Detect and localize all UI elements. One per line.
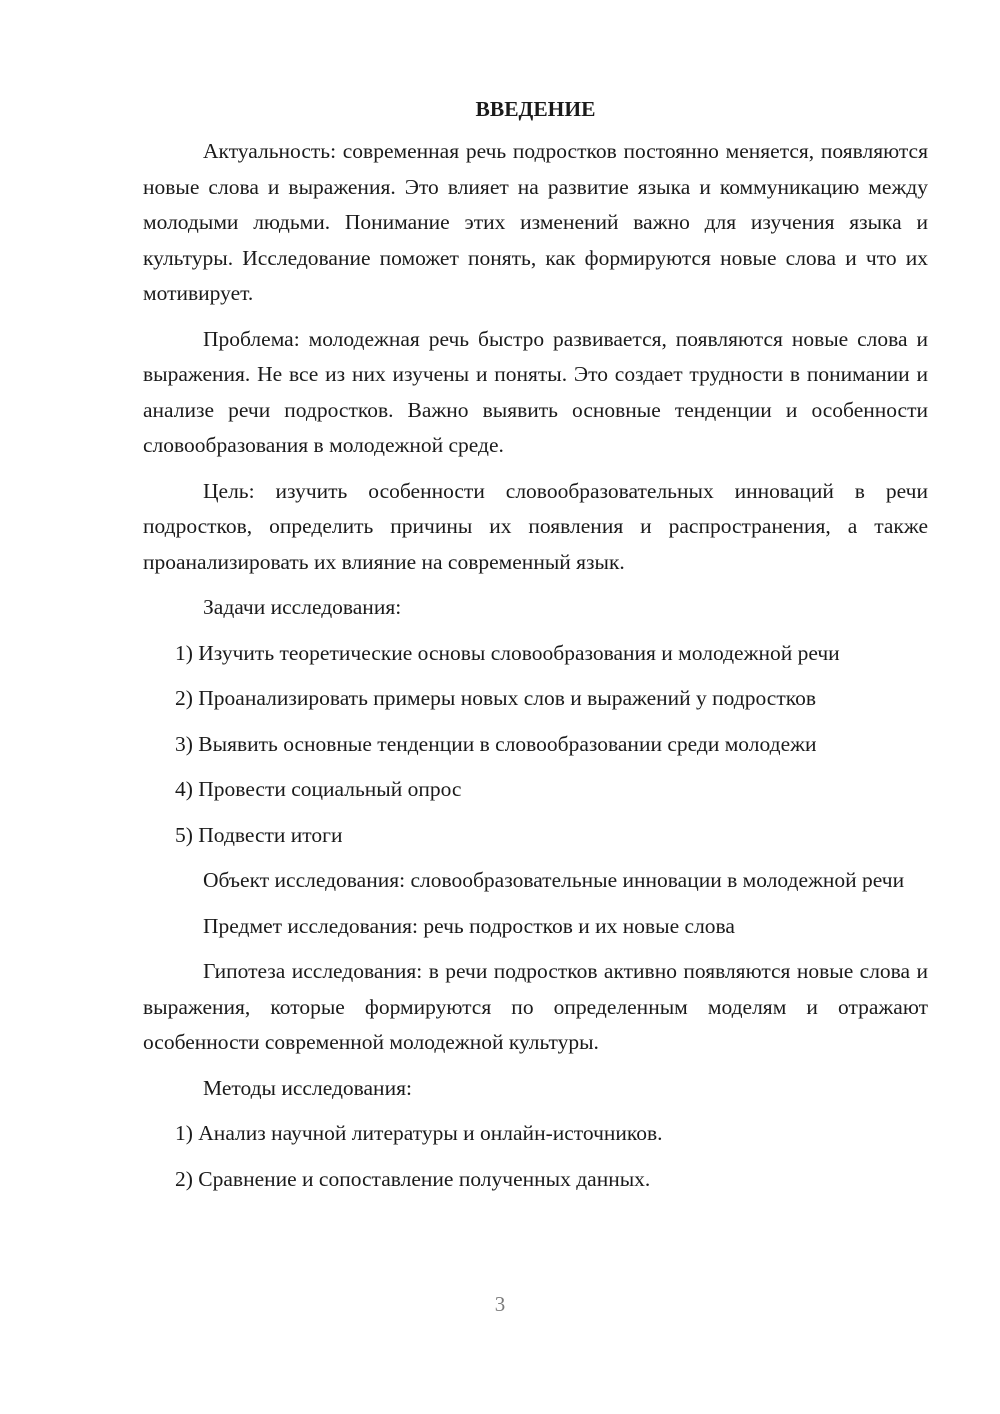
problem-paragraph: Проблема: молодежная речь быстро развивается, появляются новые слова и выражения. Не все из них изучены и поняты. Это создает трудности в понимании и анализе речи подростков. Важно выявить основные тенденции и особенности словообразования в молодежной среде. — [143, 326, 928, 457]
subject-paragraph: Предмет исследования: речь подростков и их новые слова — [203, 913, 735, 938]
goal-paragraph: Цель: изучить особенности словообразовательных инноваций в речи подростков, определить причины их появления и распространения, а также проанализировать их влияние на современный язык. — [143, 478, 928, 574]
document-page — [143, 92, 928, 1207]
method-item: 2) Сравнение и сопоставление полученных данных. — [175, 1166, 651, 1191]
hypothesis-paragraph: Гипотеза исследования: в речи подростков активно появляются новые слова и выражения, которые формируются по определенным моделям и отражают особенности современной молодежной культуры. — [143, 959, 928, 1054]
methods-heading: Методы исследования: — [203, 1075, 412, 1100]
task-item: 2) Проанализировать примеры новых слов и выражений у подростков — [175, 686, 816, 710]
task-item: 5) Подвести итоги — [175, 822, 343, 847]
task-item: 3) Выявить основные тенденции в словообразовании среди молодежи — [175, 731, 817, 756]
page-number: 3 — [494, 1292, 506, 1316]
object-paragraph: Объект исследования: словообразовательные инновации в молодежной речи — [203, 868, 905, 892]
method-item: 1) Анализ научной литературы и онлайн-источников. — [175, 1121, 663, 1145]
task-item: 4) Провести социальный опрос — [175, 777, 462, 801]
relevance-paragraph: Актуальность: современная речь подростков постоянно меняется, появляются новые слова и выражения. Это влияет на развитие языка и коммуникацию между молодыми людьми. Понимание этих изменений важно для изучения языка и культуры. Исследование поможет понять, как формируются новые слова и что их мотивирует. — [143, 139, 928, 305]
task-item: 1) Изучить теоретические основы словообразования и молодежной речи — [175, 640, 840, 665]
tasks-heading: Задачи исследования: — [203, 595, 402, 619]
page-title: ВВЕДЕНИЕ — [475, 97, 596, 121]
